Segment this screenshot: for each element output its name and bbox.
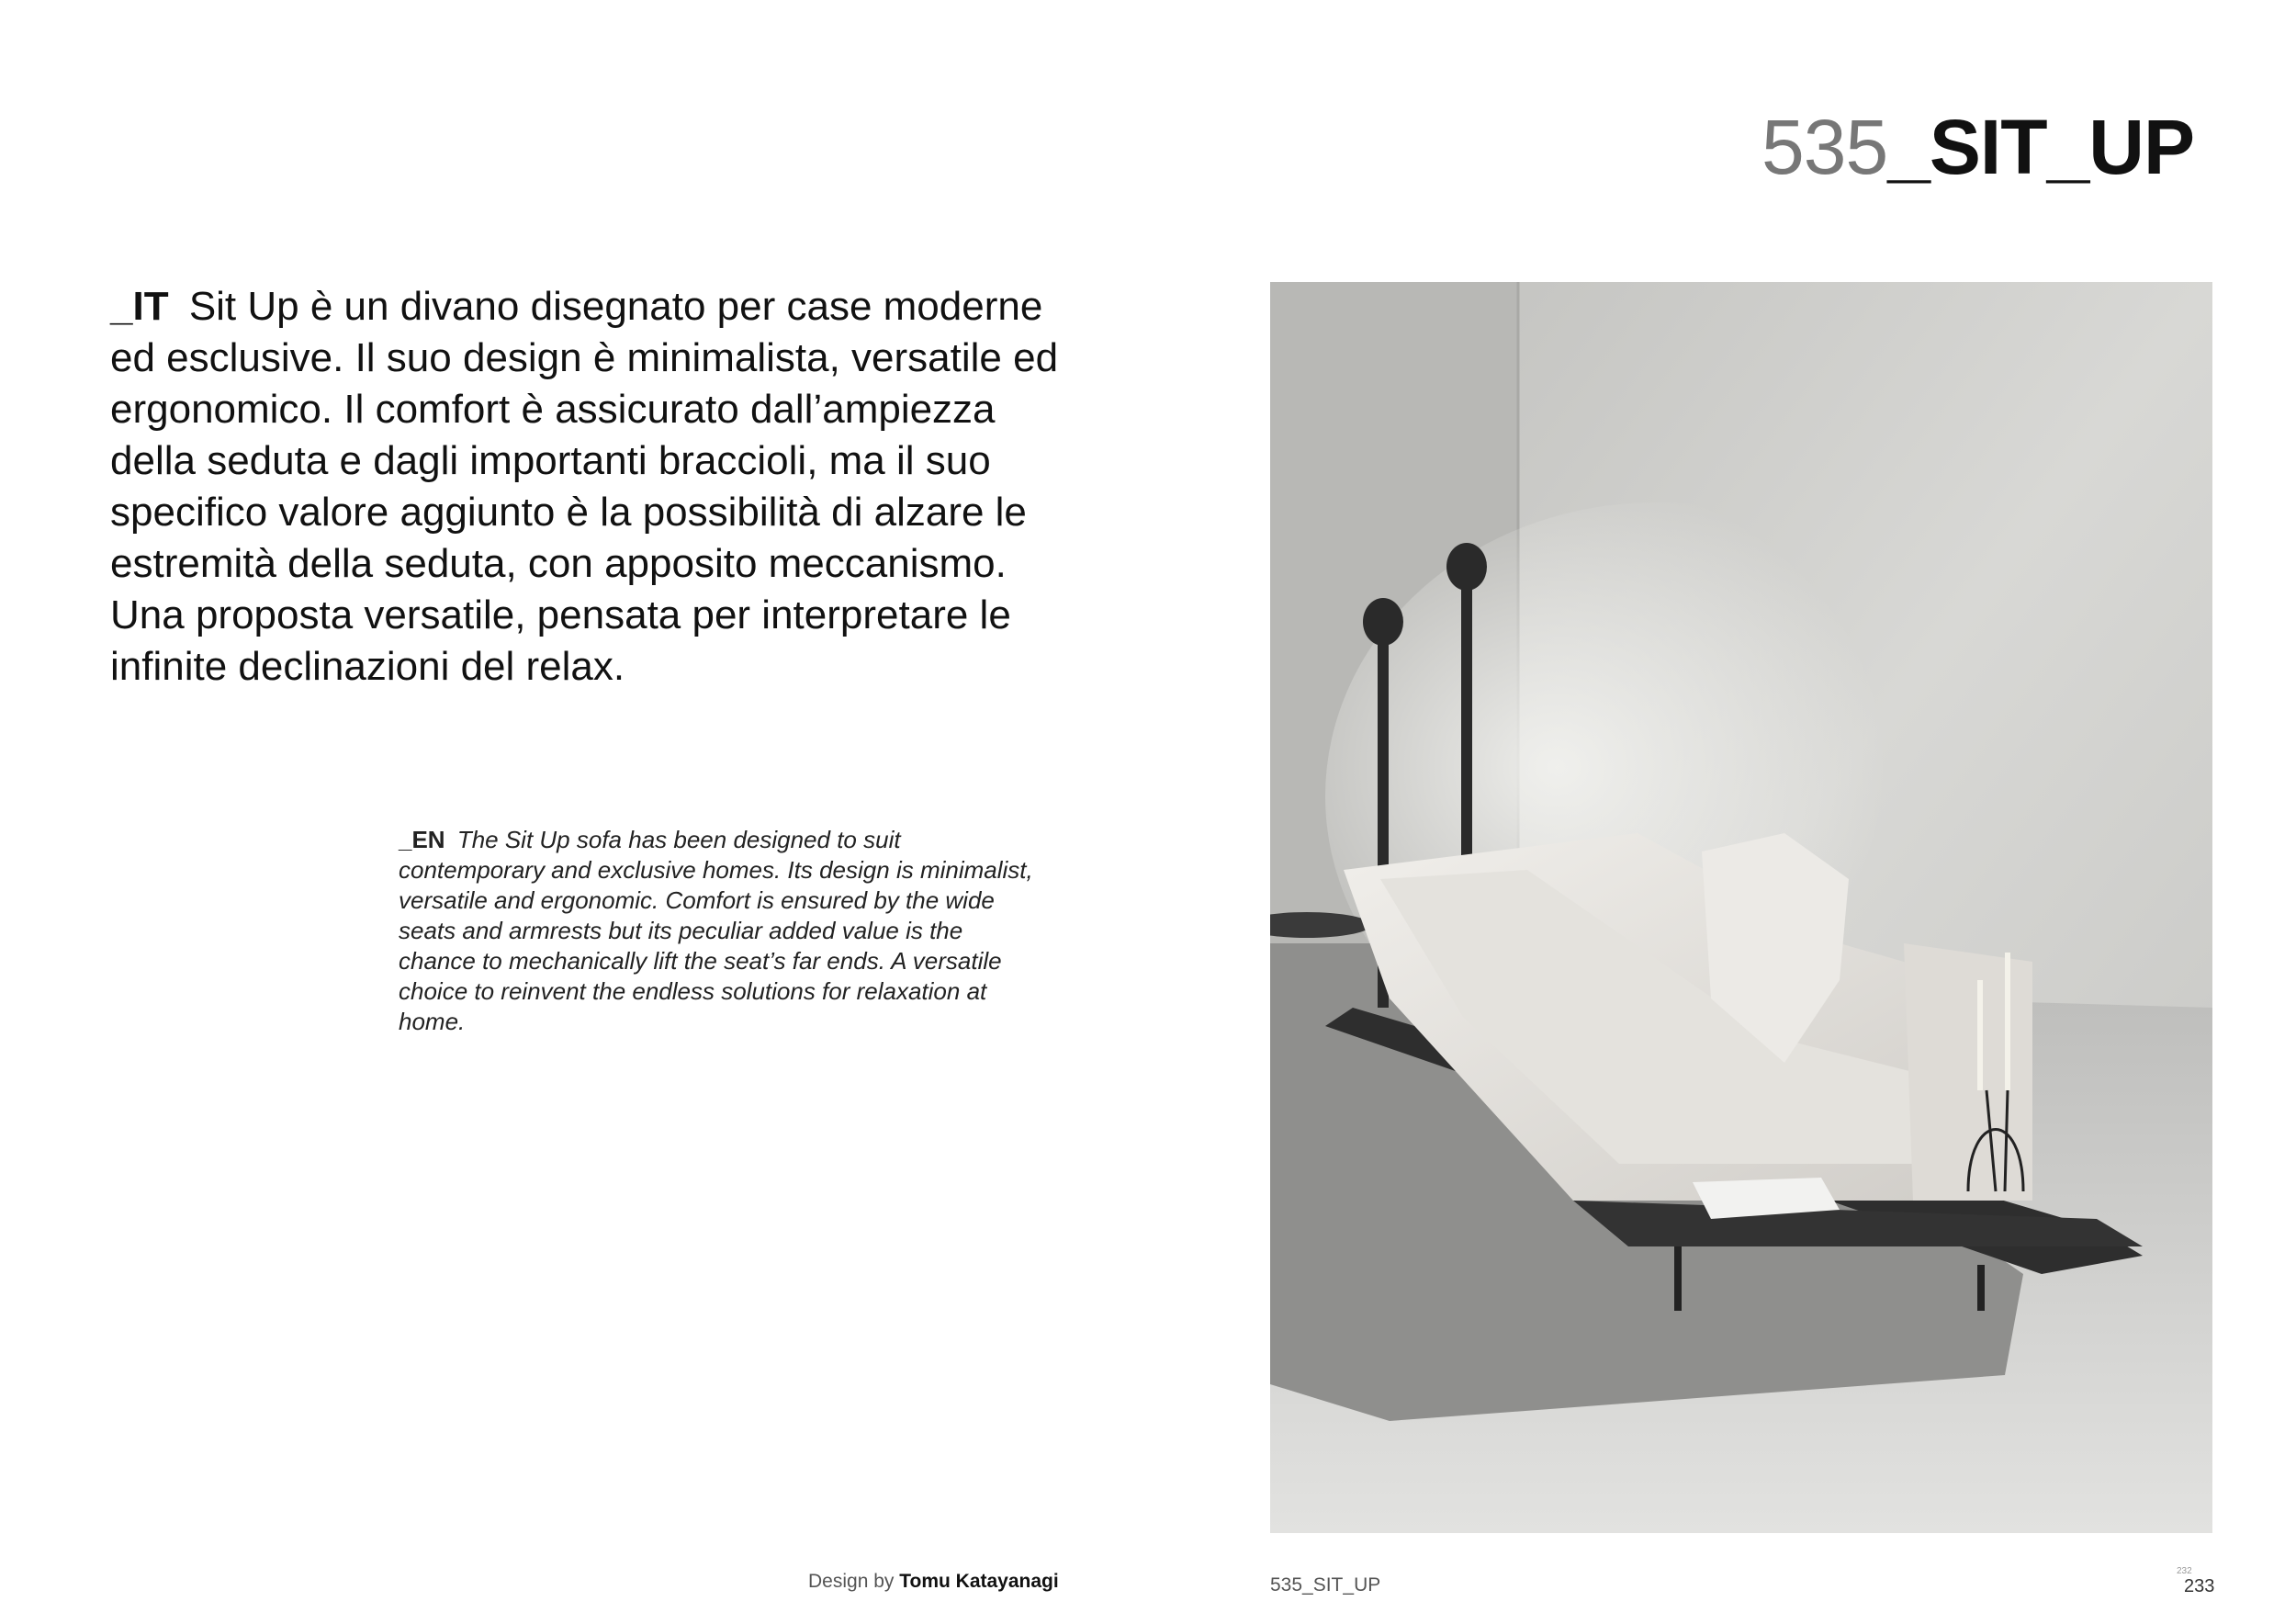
page-number: 233	[2184, 1576, 2215, 1596]
italian-description-body: Sit Up è un divano disegnato per case moderne ed esclusive. Il suo design è minimalista, versatile ed ergonomico. Il comfort è assicurato dall’ampiezza della seduta e dagli importanti braccioli, ma il suo specifico valore aggiunto è la possibilità di alzare le estremità della seduta, con apposito meccanismo. Una proposta versatile, pensata per interpretare le infinite declinazioni del relax.	[110, 284, 1059, 689]
page-title	[1761, 104, 2194, 190]
sofa-photo	[1270, 282, 2212, 1533]
english-description-body: The Sit Up sofa has been designed to suit contemporary and exclusive homes. Its design is minimalist, versatile and ergonomic. Comfort is ensured by the wide seats and armrests but its peculiar added value is the chance to mechanically lift the seat’s far ends. A versatile choice to reinvent the endless solutions for relaxation at home.	[399, 826, 1033, 1035]
product-name: _SIT_UP	[1887, 104, 2194, 190]
italian-description	[110, 281, 1075, 693]
language-tag-en: _EN	[399, 826, 445, 853]
product-number: 535	[1761, 104, 1888, 190]
design-credit	[808, 1571, 1059, 1593]
previous-page-number: 232	[2177, 1566, 2192, 1576]
footer-product-name: 535_SIT_UP	[1270, 1574, 1381, 1596]
designer-name: Tomu Katayanagi	[899, 1571, 1059, 1592]
english-description	[399, 825, 1041, 1037]
language-tag-it: _IT	[110, 284, 169, 329]
design-credit-prefix: Design by	[808, 1571, 895, 1592]
